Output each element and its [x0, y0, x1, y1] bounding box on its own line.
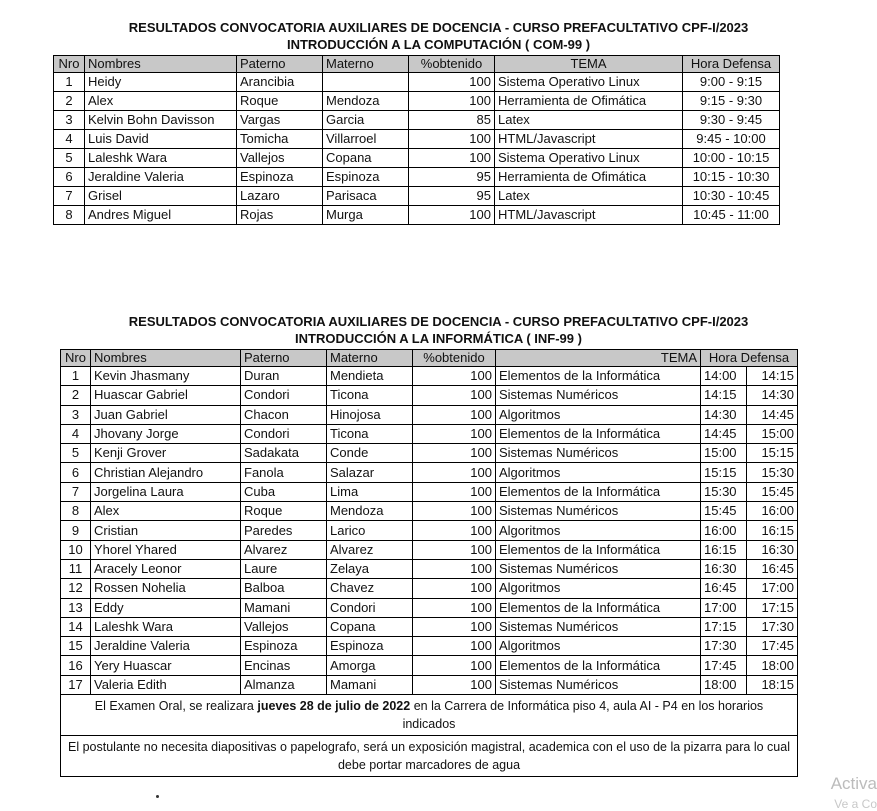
table-row — [61, 540, 798, 559]
table-cell: Elementos de la Informática — [496, 540, 701, 559]
table-row — [61, 521, 798, 540]
table-cell: Rojas — [237, 206, 323, 225]
table-cell: Encinas — [241, 656, 327, 675]
table-row — [61, 617, 798, 636]
table-cell: Laure — [241, 559, 327, 578]
table-cell: 16:15 — [701, 540, 747, 559]
table-cell: Kenji Grover — [91, 444, 241, 463]
header-materno: Materno — [323, 56, 409, 73]
table-cell: Condori — [327, 598, 413, 617]
table-cell: 100 — [413, 444, 496, 463]
table-cell: Vargas — [237, 111, 323, 130]
table-cell: Lazaro — [237, 187, 323, 206]
table-cell: 1 — [54, 73, 85, 92]
section1-title-line1: RESULTADOS CONVOCATORIA AUXILIARES DE DOCENCIA - CURSO PREFACULTATIVO CPF-I/2023 — [128, 20, 749, 35]
table-cell: 17:45 — [701, 656, 747, 675]
table-cell: Vallejos — [237, 149, 323, 168]
table-cell: Condori — [241, 424, 327, 443]
table-cell: 4 — [61, 424, 91, 443]
table-cell: Herramienta de Ofimática — [495, 92, 683, 111]
table-cell: 100 — [413, 637, 496, 656]
table-cell: Chacon — [241, 405, 327, 424]
header-obtenido: %obtenido — [409, 56, 495, 73]
header-paterno: Paterno — [237, 56, 323, 73]
table-cell: 15:00 — [701, 444, 747, 463]
table-cell: Alex — [85, 92, 237, 111]
table-row — [61, 367, 798, 386]
table-cell: Villarroel — [323, 130, 409, 149]
table-cell: 15:15 — [701, 463, 747, 482]
table-cell: 17 — [61, 675, 91, 694]
header-hora-defensa: Hora Defensa — [683, 56, 780, 73]
table-cell: 3 — [61, 405, 91, 424]
section1-title-line2: INTRODUCCIÓN A LA COMPUTACIÓN ( COM-99 ) — [286, 37, 591, 52]
table-cell: Juan Gabriel — [91, 405, 241, 424]
table-row — [54, 168, 780, 187]
table-row — [61, 598, 798, 617]
table-cell: 15:15 — [747, 444, 798, 463]
table-cell: Elementos de la Informática — [496, 367, 701, 386]
table-row — [61, 405, 798, 424]
table-row — [61, 579, 798, 598]
table-cell: HTML/Javascript — [495, 206, 683, 225]
table-cell: Grisel — [85, 187, 237, 206]
table-cell: Salazar — [327, 463, 413, 482]
table-cell — [323, 73, 409, 92]
table-cell: 10:00 - 10:15 — [683, 149, 780, 168]
table-cell: 10:15 - 10:30 — [683, 168, 780, 187]
table-cell: Lima — [327, 482, 413, 501]
table-row — [61, 675, 798, 694]
table-cell: Garcia — [323, 111, 409, 130]
table-cell: 17:00 — [701, 598, 747, 617]
table-cell: Algoritmos — [496, 579, 701, 598]
table-cell: 100 — [409, 206, 495, 225]
table-cell: Elementos de la Informática — [496, 482, 701, 501]
table-cell: 11 — [61, 559, 91, 578]
table-cell: 5 — [54, 149, 85, 168]
table-cell: 17:15 — [747, 598, 798, 617]
table-cell: Roque — [237, 92, 323, 111]
table-cell: Christian Alejandro — [91, 463, 241, 482]
table-cell: 16:00 — [747, 502, 798, 521]
table-cell: Kelvin Bohn Davisson — [85, 111, 237, 130]
table-cell: Murga — [323, 206, 409, 225]
table-cell: Rossen Nohelia — [91, 579, 241, 598]
header-nro: Nro — [54, 56, 85, 73]
table-cell: Aracely Leonor — [91, 559, 241, 578]
table-cell: Elementos de la Informática — [496, 656, 701, 675]
table-cell: Espinoza — [327, 637, 413, 656]
table-cell: Ticona — [327, 424, 413, 443]
table-cell: Heidy — [85, 73, 237, 92]
table-cell: Alex — [91, 502, 241, 521]
table-row — [61, 482, 798, 501]
table-cell: Mendieta — [327, 367, 413, 386]
table-cell: Sadakata — [241, 444, 327, 463]
table-cell: 85 — [409, 111, 495, 130]
table-cell: 16:45 — [747, 559, 798, 578]
table-cell: Sistemas Numéricos — [496, 675, 701, 694]
table-cell: 5 — [61, 444, 91, 463]
table-cell: 100 — [413, 579, 496, 598]
table-cell: 2 — [54, 92, 85, 111]
header-tema: TEMA — [495, 56, 683, 73]
table-cell: 100 — [409, 149, 495, 168]
table-cell: Sistema Operativo Linux — [495, 73, 683, 92]
table-cell: Jhovany Jorge — [91, 424, 241, 443]
table-cell: Mendoza — [327, 502, 413, 521]
table-cell: 9:45 - 10:00 — [683, 130, 780, 149]
table-cell: Sistemas Numéricos — [496, 559, 701, 578]
table-row — [61, 444, 798, 463]
table-cell: 10 — [61, 540, 91, 559]
table-cell: Kevin Jhasmany — [91, 367, 241, 386]
table-cell: Duran — [241, 367, 327, 386]
table-cell: 7 — [54, 187, 85, 206]
table-cell: 6 — [54, 168, 85, 187]
table-cell: 10:45 - 11:00 — [683, 206, 780, 225]
table-cell: 15 — [61, 637, 91, 656]
exam-note-row — [61, 695, 798, 736]
table-cell: 14:30 — [747, 386, 798, 405]
table-cell: 14:15 — [747, 367, 798, 386]
table-cell: 15:45 — [747, 482, 798, 501]
table-row — [61, 424, 798, 443]
header-tema: TEMA — [496, 350, 701, 367]
table-cell: 100 — [413, 559, 496, 578]
header-nombres: Nombres — [85, 56, 237, 73]
table-cell: 1 — [61, 367, 91, 386]
table-row — [61, 637, 798, 656]
table-cell: Laleshk Wara — [91, 617, 241, 636]
table-cell: 3 — [54, 111, 85, 130]
header-obtenido: %obtenido — [413, 350, 496, 367]
table-cell: 9:00 - 9:15 — [683, 73, 780, 92]
com99-results-table — [53, 55, 780, 225]
table-cell: 100 — [413, 463, 496, 482]
table-cell: 18:00 — [747, 656, 798, 675]
table-cell: 17:30 — [747, 617, 798, 636]
table-row — [54, 149, 780, 168]
table-cell: 95 — [409, 168, 495, 187]
table-cell: 15:30 — [747, 463, 798, 482]
table-cell: Copana — [323, 149, 409, 168]
section2-title-line2: INTRODUCCIÓN A LA INFORMÁTICA ( INF-99 ) — [295, 331, 582, 346]
table-cell: Espinoza — [323, 168, 409, 187]
table-row — [61, 386, 798, 405]
table-row — [61, 463, 798, 482]
table-row — [54, 130, 780, 149]
table-cell: 14:45 — [747, 405, 798, 424]
inf99-results-table — [60, 349, 798, 777]
table-cell: Alvarez — [327, 540, 413, 559]
table-cell: Copana — [327, 617, 413, 636]
table-header-row — [54, 56, 780, 73]
table-cell: 100 — [413, 424, 496, 443]
table-cell: Herramienta de Ofimática — [495, 168, 683, 187]
table-cell: 9:30 - 9:45 — [683, 111, 780, 130]
table-cell: 16:00 — [701, 521, 747, 540]
presentation-note-row — [61, 736, 798, 777]
table-row — [61, 559, 798, 578]
table-row — [54, 111, 780, 130]
table-row — [54, 206, 780, 225]
table-cell: 17:30 — [701, 637, 747, 656]
table-row — [54, 92, 780, 111]
table-cell: 15:30 — [701, 482, 747, 501]
table-cell: Espinoza — [241, 637, 327, 656]
table-cell: 10:30 - 10:45 — [683, 187, 780, 206]
scan-speck — [156, 795, 159, 798]
table-cell: 100 — [409, 73, 495, 92]
table-cell: Sistemas Numéricos — [496, 386, 701, 405]
exam-note-pre: El Examen Oral, se realizara — [94, 699, 258, 714]
table-cell: Alvarez — [241, 540, 327, 559]
table-cell: 14:00 — [701, 367, 747, 386]
table-cell: Latex — [495, 111, 683, 130]
table-cell: 9:15 - 9:30 — [683, 92, 780, 111]
table-cell: 13 — [61, 598, 91, 617]
table-cell: Sistema Operativo Linux — [495, 149, 683, 168]
table-cell: Larico — [327, 521, 413, 540]
table-cell: Arancibia — [237, 73, 323, 92]
table-cell: Mamani — [241, 598, 327, 617]
table-cell: 16:30 — [701, 559, 747, 578]
table-cell: Zelaya — [327, 559, 413, 578]
table-cell: Algoritmos — [496, 637, 701, 656]
table-cell: Balboa — [241, 579, 327, 598]
header-nro: Nro — [61, 350, 91, 367]
table-cell: Elementos de la Informática — [496, 424, 701, 443]
table-cell: 16 — [61, 656, 91, 675]
table-cell: 2 — [61, 386, 91, 405]
table-row — [61, 502, 798, 521]
table-cell: 18:15 — [747, 675, 798, 694]
table-cell: HTML/Javascript — [495, 130, 683, 149]
table-cell: 18:00 — [701, 675, 747, 694]
table-cell: 6 — [61, 463, 91, 482]
table-cell: 100 — [413, 405, 496, 424]
table-cell: 95 — [409, 187, 495, 206]
table-cell: Amorga — [327, 656, 413, 675]
table-cell: Laleshk Wara — [85, 149, 237, 168]
table-cell: 16:45 — [701, 579, 747, 598]
table-cell: Sistemas Numéricos — [496, 617, 701, 636]
table-cell: 14:30 — [701, 405, 747, 424]
table-cell: Algoritmos — [496, 405, 701, 424]
table-cell: Conde — [327, 444, 413, 463]
table-cell: 14:45 — [701, 424, 747, 443]
table-cell: 12 — [61, 579, 91, 598]
table-cell: Jeraldine Valeria — [91, 637, 241, 656]
table-cell: 100 — [413, 675, 496, 694]
table-cell: 17:45 — [747, 637, 798, 656]
activation-watermark-sub: Ve a Co — [834, 797, 877, 811]
table-cell: 100 — [413, 617, 496, 636]
table-cell: 100 — [413, 367, 496, 386]
activation-watermark: Activa — [830, 774, 877, 793]
table-cell: 4 — [54, 130, 85, 149]
table-cell: Fanola — [241, 463, 327, 482]
table-cell: 15:45 — [701, 502, 747, 521]
table-cell: 100 — [409, 130, 495, 149]
header-hora-defensa: Hora Defensa — [701, 350, 798, 367]
table-cell: 100 — [413, 521, 496, 540]
exam-note-post: en la Carrera de Informática piso 4, aula AI - P4 en los horarios indicados — [402, 699, 764, 732]
table-cell: Mendoza — [323, 92, 409, 111]
table-cell: 100 — [413, 540, 496, 559]
table-cell: 100 — [413, 502, 496, 521]
table-cell: 14:15 — [701, 386, 747, 405]
table-cell: Tomicha — [237, 130, 323, 149]
table-cell: 100 — [409, 92, 495, 111]
table-cell: Vallejos — [241, 617, 327, 636]
table-cell: 100 — [413, 598, 496, 617]
table-cell: 100 — [413, 386, 496, 405]
table-cell: Elementos de la Informática — [496, 598, 701, 617]
exam-date: jueves 28 de julio de 2022 — [257, 699, 411, 714]
table-cell: Jeraldine Valeria — [85, 168, 237, 187]
table-cell: 17:00 — [747, 579, 798, 598]
table-cell: Algoritmos — [496, 463, 701, 482]
table-cell: Eddy — [91, 598, 241, 617]
table-cell: 100 — [413, 656, 496, 675]
table-cell: 7 — [61, 482, 91, 501]
table-cell: Yhorel Yhared — [91, 540, 241, 559]
table-cell: Condori — [241, 386, 327, 405]
table-cell: 15:00 — [747, 424, 798, 443]
table-cell: Hinojosa — [327, 405, 413, 424]
table-row — [54, 187, 780, 206]
table-row — [61, 656, 798, 675]
table-row — [54, 73, 780, 92]
table-header-row — [61, 350, 798, 367]
header-paterno: Paterno — [241, 350, 327, 367]
table-cell: 9 — [61, 521, 91, 540]
table-cell: Yery Huascar — [91, 656, 241, 675]
exam-date-note — [61, 695, 798, 736]
table-cell: Huascar Gabriel — [91, 386, 241, 405]
table-cell: 16:30 — [747, 540, 798, 559]
table-cell: Latex — [495, 187, 683, 206]
presentation-note: El postulante no necesita diapositivas o papelografo, será un exposición magistral, academica con el uso de la pizarra para lo cual debe portar marcadores de agua — [61, 736, 798, 777]
table-cell: Andres Miguel — [85, 206, 237, 225]
table-cell: Jorgelina Laura — [91, 482, 241, 501]
table-cell: Ticona — [327, 386, 413, 405]
table-cell: Parisaca — [323, 187, 409, 206]
table-cell: Cuba — [241, 482, 327, 501]
section2-title-line1: RESULTADOS CONVOCATORIA AUXILIARES DE DOCENCIA - CURSO PREFACULTATIVO CPF-I/2023 — [128, 314, 749, 329]
table-cell: Mamani — [327, 675, 413, 694]
table-cell: Paredes — [241, 521, 327, 540]
header-materno: Materno — [327, 350, 413, 367]
table-cell: Sistemas Numéricos — [496, 444, 701, 463]
table-cell: 8 — [61, 502, 91, 521]
table-cell: Almanza — [241, 675, 327, 694]
table-cell: Luis David — [85, 130, 237, 149]
table-cell: 17:15 — [701, 617, 747, 636]
table-cell: Algoritmos — [496, 521, 701, 540]
table-cell: Chavez — [327, 579, 413, 598]
table-cell: Sistemas Numéricos — [496, 502, 701, 521]
table-cell: 100 — [413, 482, 496, 501]
table-cell: Espinoza — [237, 168, 323, 187]
header-nombres: Nombres — [91, 350, 241, 367]
table-cell: 8 — [54, 206, 85, 225]
table-cell: 14 — [61, 617, 91, 636]
table-cell: Cristian — [91, 521, 241, 540]
table-cell: Valeria Edith — [91, 675, 241, 694]
table-cell: Roque — [241, 502, 327, 521]
table-cell: 16:15 — [747, 521, 798, 540]
